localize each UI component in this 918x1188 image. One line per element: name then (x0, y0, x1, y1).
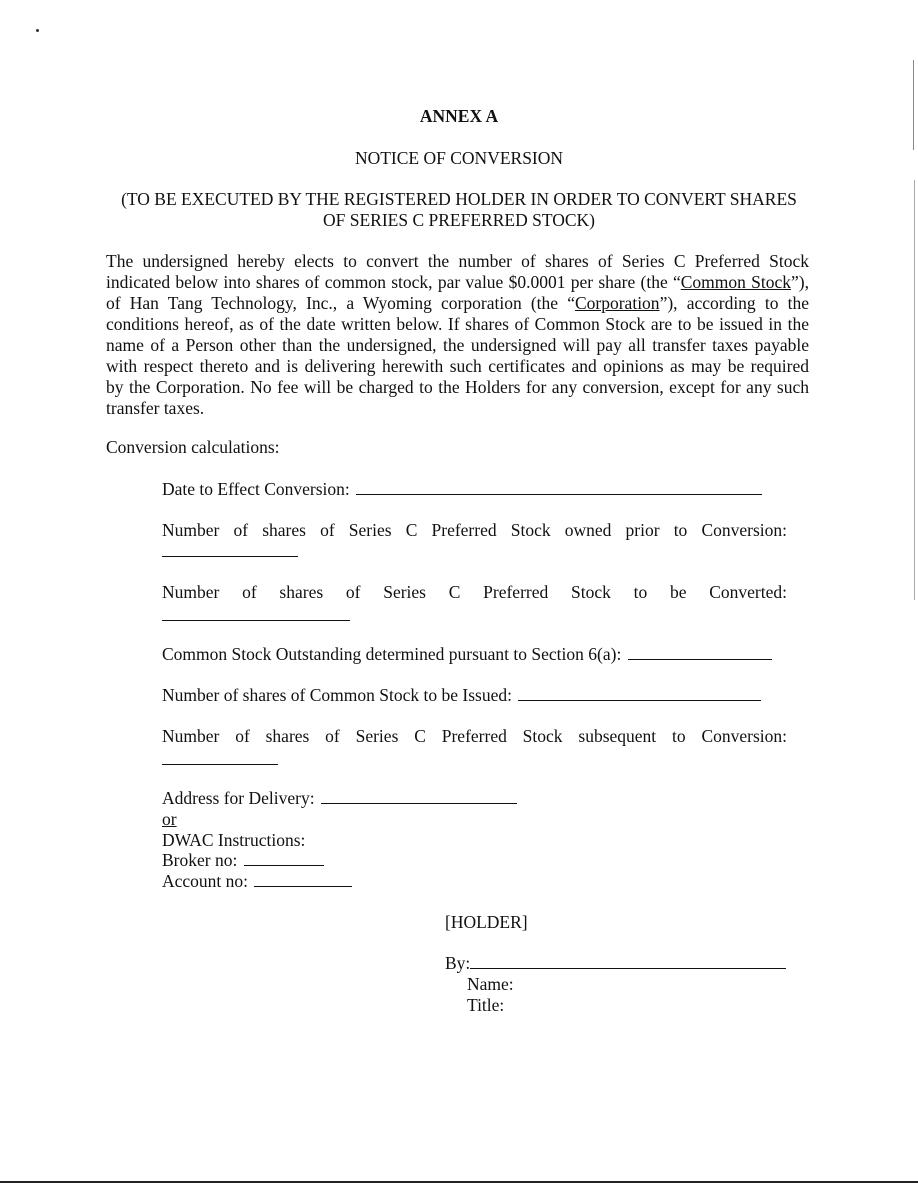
subsequent-input-line[interactable] (162, 764, 278, 765)
account-field-row (162, 871, 352, 892)
date-field-row (162, 479, 762, 500)
to-issue-input-line[interactable] (518, 685, 761, 701)
account-label: Account no: (162, 871, 249, 891)
to-issue-field-row (162, 685, 761, 706)
date-label: Date to Effect Conversion: (162, 479, 350, 499)
paragraph-line (106, 293, 809, 314)
paragraph-line: with respect thereto and is delivering herewith such certificates and opinions as may be required (106, 356, 809, 376)
dwac-label: DWAC Instructions: (162, 830, 306, 850)
calculations-label: Conversion calculations: (106, 437, 280, 457)
broker-label: Broker no: (162, 850, 238, 870)
paragraph-line: conditions hereof, as of the date written below. If shares of Common Stock are to be issued in the (106, 314, 809, 334)
owned-prior-label: Number of shares of Series C Preferred Stock owned prior to Conversion: (162, 520, 787, 540)
to-convert-input-line[interactable] (162, 620, 350, 621)
scan-dot (36, 29, 39, 32)
to-issue-label: Number of shares of Common Stock to be Issued: (162, 685, 512, 705)
name-label: Name: (467, 974, 514, 994)
paragraph-text: indicated below into shares of common stock, par value $0.0001 per share (the “ (106, 272, 681, 292)
common-stock-term: Common Stock (680, 272, 792, 292)
outstanding-label: Common Stock Outstanding determined pursuant to Section 6(a): (162, 644, 622, 664)
subsequent-label: Number of shares of Series C Preferred Stock subsequent to Conversion: (162, 726, 787, 746)
scan-edge-line (914, 180, 915, 600)
annex-heading: ANNEX A (419, 106, 499, 126)
holder-label: [HOLDER] (445, 912, 528, 932)
scan-edge-line (913, 60, 914, 150)
instruction-line-2: OF SERIES C PREFERRED STOCK) (323, 210, 595, 230)
scan-bottom-border (0, 1181, 918, 1183)
broker-field-row (162, 850, 324, 871)
address-label: Address for Delivery: (162, 788, 315, 808)
paragraph-line (106, 272, 809, 293)
paragraph-text: ”), according to the (659, 293, 809, 313)
or-text: or (162, 809, 177, 829)
title-label: Title: (467, 995, 505, 1015)
to-convert-label: Number of shares of Series C Preferred Stock to be Converted: (162, 582, 787, 602)
paragraph-line: The undersigned hereby elects to convert the number of shares of Series C Preferred Stock (106, 251, 809, 271)
date-input-line[interactable] (356, 479, 762, 495)
outstanding-input-line[interactable] (628, 644, 772, 660)
notice-title: NOTICE OF CONVERSION (354, 148, 564, 168)
broker-input-line[interactable] (244, 850, 324, 866)
account-input-line[interactable] (254, 871, 352, 887)
signature-line[interactable] (470, 953, 786, 969)
outstanding-field-row (162, 644, 772, 665)
paragraph-line: transfer taxes. (106, 398, 205, 418)
corporation-term: Corporation (574, 293, 660, 313)
paragraph-text: of Han Tang Technology, Inc., a Wyoming corporation (the “ (106, 293, 575, 313)
address-field-row (162, 788, 517, 809)
paragraph-line: by the Corporation. No fee will be charged to the Holders for any conversion, except for any such (106, 377, 809, 397)
paragraph-line: name of a Person other than the undersigned, the undersigned will pay all transfer taxes payable (106, 335, 809, 355)
by-label: By: (445, 953, 471, 973)
owned-prior-input-line[interactable] (162, 556, 298, 557)
paragraph-text: ”), (791, 272, 810, 292)
address-input-line[interactable] (321, 788, 517, 804)
instruction-line-1: (TO BE EXECUTED BY THE REGISTERED HOLDER IN ORDER TO CONVERT SHARES (121, 189, 797, 209)
signature-by-row (445, 953, 786, 974)
conversion-paragraph (106, 251, 809, 419)
